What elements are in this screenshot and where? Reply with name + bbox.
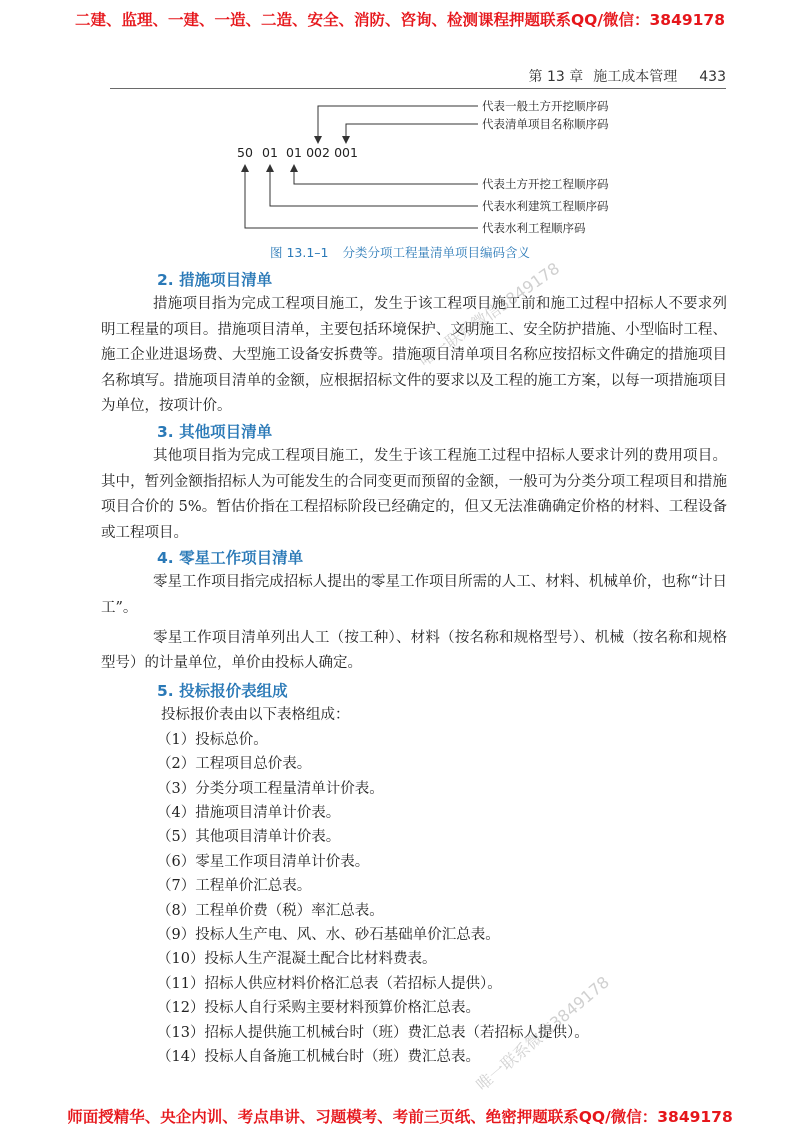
chapter-number: 第 13 章 [528,69,584,85]
code-segment-4: 002 [306,145,330,160]
connector-line-1 [318,106,478,140]
section-4-paragraph-1: 零星工作项目指完成招标人提出的零星工作项目所需的人工、材料、机械单价，也称“计日工”。 [101,574,727,616]
figure-caption [0,243,800,261]
page-header [110,64,726,89]
list-item: （2）工程项目总价表。 [157,756,312,773]
section-2-heading: 2. 措施项目清单 [157,271,273,289]
section-5-lead: 投标报价表由以下表格组成： [161,706,350,723]
list-item: （10）投标人生产混凝土配合比材料费表。 [157,951,437,968]
connector-line-2 [346,124,478,140]
list-item: （9）投标人生产电、风、水、砂石基础单价汇总表。 [157,926,500,943]
diagram-label-3: 代表土方开挖工程顺序码 [482,177,609,191]
section-5-heading: 5. 投标报价表组成 [157,681,288,700]
connector-line-4 [270,168,478,206]
list-item: （8）工程单价费（税）率汇总表。 [157,902,384,919]
list-item: （4）措施项目清单计价表。 [157,804,341,821]
list-item: （1）投标总价。 [157,731,268,748]
connector-line-3 [294,168,478,184]
top-promo-banner: 二建、监理、一建、一造、二造、安全、消防、咨询、检测课程押题联系QQ/微信：3849178 [74,11,725,29]
main-content [101,268,727,1069]
code-segment-1: 50 [237,145,253,160]
code-segment-2: 01 [262,145,278,160]
diagram-label-5: 代表水利工程顺序码 [482,221,586,235]
list-item: （13）招标人提供施工机械台时（班）费汇总表（若招标人提供）。 [157,1024,589,1041]
figure-number: 图 13.1–1 [269,245,329,260]
code-segment-3: 01 [286,145,302,160]
diagram-label-2: 代表清单项目名称顺序码 [482,117,609,131]
report-table-list [153,728,727,1070]
watermark-2: 唯一联系微信3849178 [472,972,613,1095]
list-item: （11）招标人供应材料价格汇总表（若招标人提供）。 [157,975,502,992]
connector-line-5 [245,168,478,228]
code-structure-diagram [0,92,800,240]
list-item: （12）投标人自行采购主要材料预算价格汇总表。 [157,1000,480,1017]
section-4-heading: 4. 零星工作项目清单 [157,549,304,568]
list-item: （6）零星工作项目清单计价表。 [157,853,370,870]
list-item: （5）其他项目清单计价表。 [157,829,341,846]
diagram-label-4: 代表水利建筑工程顺序码 [482,199,609,213]
watermark-1: 唯一联系微信3849178 [415,258,564,371]
section-2-paragraph: 措施项目指为完成工程项目施工，发生于该工程项目施工前和施工过程中招标人不要求列明工程量的项目。措施项目清单，主要包括环境保护、文明施工、安全防护措施、小型临时工程、施工企业进退场费、大型施工设备安拆费等。措施项目清单项目名称应按招标文件确定的措施项目名称填写。措施项目清单的金额，应根据招标文件的要求以及工程的施工方案，以每一项措施项目为单位，按项计价。 [101,296,727,415]
code-segment-5: 001 [334,145,358,160]
section-4-paragraph-2: 零星工作项目清单列出人工（按工种）、材料（按名称和规格型号）、机械（按名称和规格型号）的计量单位，单价由投标人确定。 [101,629,727,672]
section-3-heading: 3. 其他项目清单 [157,422,273,441]
list-item: （14）投标人自备施工机械台时（班）费汇总表。 [157,1049,480,1065]
diagram-label-1: 代表一般土方开挖顺序码 [482,99,609,113]
chapter-title: 施工成本管理 [593,69,678,85]
section-3-paragraph: 其他项目指为完成工程项目施工，发生于该工程施工过程中招标人要求计列的费用项目。其中，暂列金额指招标人为可能发生的合同变更而预留的金额，一般可为分类分项工程项目和措施项目合价的 5%。暂估价指在工程招标阶段已经确定的，但又无法准确确定价格的材料、工程设备或工程项目。 [101,447,727,541]
figure-title: 分类分项工程量清单项目编码含义 [342,245,531,260]
list-item: （3）分类分项工程量清单计价表。 [157,780,384,797]
bottom-promo-banner: 师面授精华、央企内训、考点串讲、习题模考、考前三页纸、绝密押题联系QQ/微信：3849178 [67,1108,733,1126]
list-item: （7）工程单价汇总表。 [157,878,312,895]
page-number: 433 [699,69,726,85]
